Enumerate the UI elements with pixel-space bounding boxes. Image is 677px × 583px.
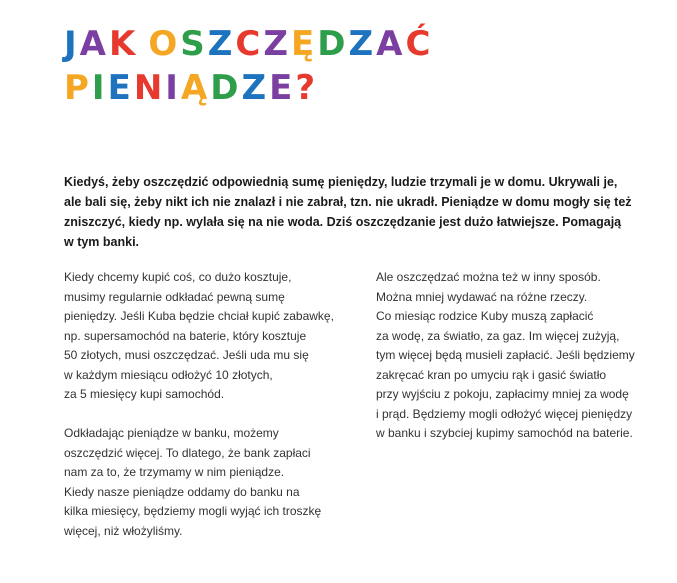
- title-letter: ?: [295, 68, 319, 108]
- title-line-2: [64, 66, 433, 110]
- right-paragraph-1: [376, 268, 666, 444]
- title-letter: Z: [207, 24, 236, 64]
- text-line: pieniędzy. Jeśli Kuba będzie chciał kupić zabawkę,: [64, 309, 334, 323]
- text-line: więcej, niż włożyliśmy.: [64, 523, 183, 538]
- text-line: 50 złotych, musi oszczędzać. Jeśli uda mu się: [64, 348, 309, 362]
- title-letter: E: [269, 68, 296, 108]
- title-letter: J: [64, 24, 80, 64]
- title-letter: Z: [241, 68, 270, 108]
- title-letter: Z: [348, 24, 377, 64]
- text-line: Kiedy nasze pieniądze oddamy do banku na: [64, 484, 300, 499]
- text-line: Można mniej wydawać na różne rzeczy.: [376, 289, 588, 304]
- page-title: [64, 22, 433, 110]
- text-line: w każdym miesiącu odłożyć 10 złotych,: [64, 367, 273, 382]
- title-letter: I: [91, 68, 108, 108]
- text-line: za wodę, za światło, za gaz. Im więcej zużyją,: [376, 328, 620, 343]
- title-letter: E: [107, 68, 134, 108]
- title-letter: S: [180, 24, 208, 64]
- text-line: np. supersamochód na baterie, który kosztuje: [64, 328, 307, 343]
- title-letter: A: [376, 24, 406, 64]
- title-letter: A: [79, 24, 109, 64]
- intro-line: Kiedyś, żeby oszczędzić odpowiednią sumę pieniędzy, ludzie trzymali je w domu. Ukrywali je,: [64, 175, 618, 189]
- intro-line: ale bali się, żeby nikt ich nie znalazł i nie zabrał, tzn. nie ukradł. Pieniądze w domu mogły się też: [64, 195, 632, 209]
- intro-line: w tym banki.: [64, 235, 140, 249]
- text-line: i prąd. Będziemy mogli odłożyć więcej pieniędzy: [376, 406, 633, 421]
- text-line: Ale oszczędzać można też w inny sposób.: [376, 270, 601, 284]
- text-line: oszczędzić więcej. To dlatego, że bank zapłaci: [64, 445, 311, 460]
- title-letter: I: [165, 68, 181, 108]
- title-letter: Z: [263, 24, 292, 64]
- title-letter: O: [148, 24, 181, 64]
- text-line: przy wyjściu z pokoju, zapłacimy mniej za wodę: [376, 387, 629, 401]
- right-column: [376, 268, 666, 463]
- title-letter: Ę: [291, 24, 318, 64]
- text-line: tym więcej będą musieli zapłacić. Jeśli będziemy: [376, 348, 635, 362]
- title-letter: Ć: [405, 24, 434, 64]
- text-line: kilka miesięcy, będziemy mogli wyjąć ich troszkę: [64, 504, 322, 518]
- title-letter: C: [235, 24, 264, 64]
- title-letter: K: [108, 24, 139, 64]
- intro-line: zniszczyć, kiedy np. wylała się na nie woda. Dziś oszczędzanie jest dużo łatwiejsze. Pomagają: [64, 215, 622, 229]
- title-letter: Ą: [180, 68, 211, 108]
- left-paragraph-2: [64, 424, 364, 541]
- text-line: zakręcać kran po umyciu rąk i gasić światło: [376, 367, 607, 382]
- text-line: Odkładając pieniądze w banku, możemy: [64, 426, 279, 440]
- left-column: [64, 268, 364, 561]
- title-letter: D: [317, 24, 349, 64]
- text-line: Co miesiąc rodzice Kuby muszą zapłacić: [376, 309, 594, 323]
- text-line: nam za to, że trzymamy w nim pieniądze.: [64, 465, 285, 479]
- text-line: Kiedy chcemy kupić coś, co dużo kosztuje,: [64, 270, 292, 284]
- text-line: za 5 miesięcy kupi samochód.: [64, 387, 225, 401]
- title-line-1: [64, 22, 433, 66]
- title-letter: D: [210, 68, 242, 108]
- title-letter: P: [64, 68, 92, 108]
- text-line: musimy regularnie odkładać pewną sumę: [64, 289, 285, 304]
- intro-paragraph: [64, 172, 632, 252]
- left-paragraph-1: [64, 268, 364, 405]
- text-line: w banku i szybciej kupimy samochód na baterie.: [376, 426, 633, 440]
- title-letter: N: [133, 68, 166, 108]
